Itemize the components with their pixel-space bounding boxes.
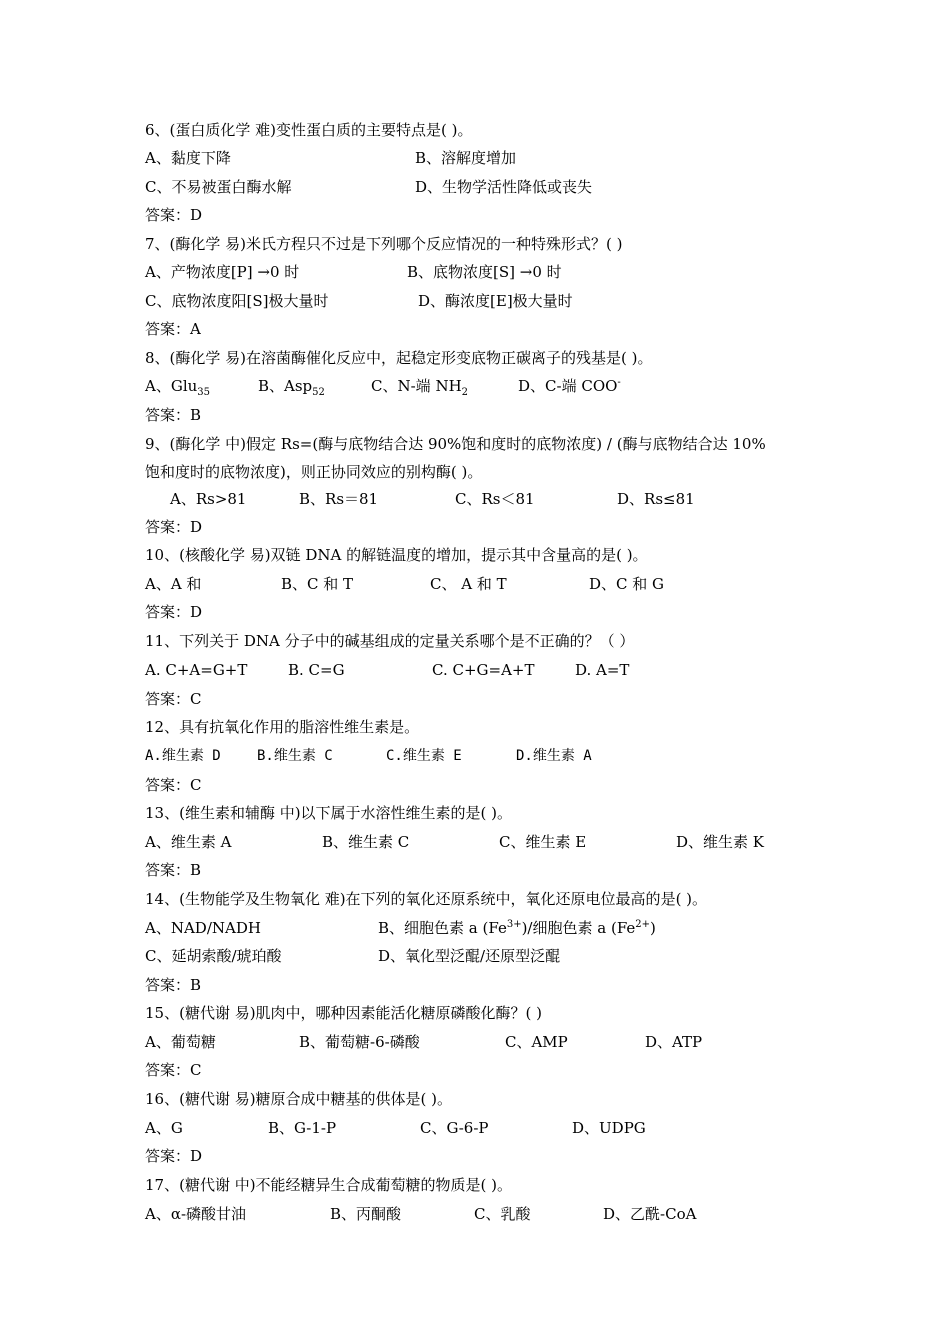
question-16-stem: 16、(糖代谢 易)糖原合成中糖基的供体是( )。 bbox=[145, 1090, 453, 1108]
question-8-answer: 答案：B bbox=[145, 406, 202, 424]
question-13-option-c: C、维生素 E bbox=[499, 833, 587, 851]
question-9-option-d: D、Rs≤81 bbox=[617, 490, 695, 508]
question-6-option-b: B、溶解度增加 bbox=[415, 149, 517, 167]
question-9-stem-line-1: 9、(酶化学 中)假定 Rs=(酶与底物结合达 90%饱和度时的底物浓度) / (酶与底物结合达 10% bbox=[145, 435, 766, 453]
question-17-option-d: D、乙酰-CoA bbox=[603, 1205, 697, 1223]
question-6-answer: 答案：D bbox=[145, 206, 203, 224]
question-17-option-a: A、α-磷酸甘油 bbox=[145, 1205, 247, 1223]
question-16-option-d: D、UDPG bbox=[572, 1119, 646, 1137]
question-7-option-c: C、底物浓度阳[S]极大量时 bbox=[145, 292, 329, 310]
question-17-option-b: B、丙酮酸 bbox=[330, 1205, 402, 1223]
question-7-option-b: B、底物浓度[S] →0 时 bbox=[407, 263, 562, 281]
option-text: ) bbox=[650, 919, 656, 937]
option-text: )/细胞色素 a (Fe bbox=[521, 919, 636, 937]
question-16-option-c: C、G-6-P bbox=[420, 1119, 489, 1137]
superscript: - bbox=[617, 377, 621, 388]
question-9-stem-line-2: 饱和度时的底物浓度)，则正协同效应的别构酶( )。 bbox=[145, 463, 483, 481]
question-15-option-b: B、葡萄糖-6-磷酸 bbox=[299, 1033, 420, 1051]
question-17-stem: 17、(糖代谢 中)不能经糖异生合成葡萄糖的物质是( )。 bbox=[145, 1176, 513, 1194]
question-9-option-c: C、Rs＜81 bbox=[455, 490, 535, 508]
question-10-option-d: D、C 和 G bbox=[589, 575, 665, 593]
question-11-option-b: B. C=G bbox=[288, 661, 345, 679]
question-6-stem: 6、(蛋白质化学 难)变性蛋白质的主要特点是( )。 bbox=[145, 121, 473, 139]
question-13-option-d: D、维生素 K bbox=[676, 833, 765, 851]
superscript: 2+ bbox=[635, 919, 651, 930]
question-14-answer: 答案：B bbox=[145, 976, 202, 994]
question-6-option-d: D、生物学活性降低或丧失 bbox=[415, 178, 593, 196]
question-17-option-c: C、乳酸 bbox=[474, 1205, 531, 1223]
question-12-option-a: A.维生素 D bbox=[145, 748, 221, 764]
question-6-option-a: A、黏度下降 bbox=[145, 149, 231, 167]
question-14-stem: 14、(生物能学及生物氧化 难)在下列的氧化还原系统中，氧化还原电位最高的是( )。 bbox=[145, 890, 708, 908]
subscript: 2 bbox=[461, 387, 469, 398]
option-text: B、细胞色素 a (Fe bbox=[378, 919, 507, 937]
question-12-option-b: B.维生素 C bbox=[257, 748, 333, 764]
question-10-option-c: C、 A 和 T bbox=[430, 575, 507, 593]
question-15-option-d: D、ATP bbox=[645, 1033, 703, 1051]
question-16-answer: 答案：D bbox=[145, 1147, 203, 1165]
question-10-option-a: A、A 和 bbox=[145, 575, 202, 593]
option-text: B、Asp bbox=[258, 377, 313, 395]
question-12-option-c: C.维生素 E bbox=[386, 748, 462, 764]
question-13-stem: 13、(维生素和辅酶 中)以下属于水溶性维生素的是( )。 bbox=[145, 804, 513, 822]
question-14-option-b bbox=[378, 918, 656, 938]
question-7-answer: 答案：A bbox=[145, 320, 201, 338]
question-13-answer: 答案：B bbox=[145, 861, 202, 879]
question-14-option-d: D、氧化型泛醌/还原型泛醌 bbox=[378, 947, 561, 965]
question-15-stem: 15、(糖代谢 易)肌肉中，哪种因素能活化糖原磷酸化酶？( ) bbox=[145, 1004, 543, 1022]
question-12-stem: 12、具有抗氧化作用的脂溶性维生素是。 bbox=[145, 718, 420, 736]
question-15-answer: 答案：C bbox=[145, 1061, 202, 1079]
question-8-option-d bbox=[518, 376, 621, 396]
question-7-option-a: A、产物浓度[P] →0 时 bbox=[145, 263, 300, 281]
question-13-option-a: A、维生素 A bbox=[145, 833, 232, 851]
question-11-answer: 答案：C bbox=[145, 690, 202, 708]
question-10-option-b: B、C 和 T bbox=[281, 575, 354, 593]
question-14-option-c: C、延胡索酸/琥珀酸 bbox=[145, 947, 282, 965]
question-14-option-a: A、NAD/NADH bbox=[145, 919, 261, 937]
option-text: C、N-端 NH bbox=[371, 377, 462, 395]
question-15-option-c: C、AMP bbox=[505, 1033, 568, 1051]
superscript: 3+ bbox=[506, 919, 522, 930]
subscript: 35 bbox=[197, 387, 211, 398]
question-11-option-c: C. C+G=A+T bbox=[432, 661, 535, 679]
option-text: A、Glu bbox=[145, 377, 198, 395]
question-7-stem: 7、(酶化学 易)米氏方程只不过是下列哪个反应情况的一种特殊形式？( ) bbox=[145, 235, 623, 253]
question-7-option-d: D、酶浓度[E]极大量时 bbox=[418, 292, 573, 310]
question-9-answer: 答案：D bbox=[145, 518, 203, 536]
question-16-option-a: A、G bbox=[145, 1119, 183, 1137]
question-10-stem: 10、(核酸化学 易)双链 DNA 的解链温度的增加，提示其中含量高的是( )。 bbox=[145, 546, 648, 564]
question-8-option-c bbox=[371, 376, 468, 396]
question-13-option-b: B、维生素 C bbox=[322, 833, 410, 851]
option-text: D、C-端 COO bbox=[518, 377, 618, 395]
question-6-option-c: C、不易被蛋白酶水解 bbox=[145, 178, 292, 196]
question-8-option-a bbox=[145, 376, 210, 396]
subscript: 52 bbox=[312, 387, 325, 398]
question-11-option-a: A. C+A=G+T bbox=[145, 661, 248, 679]
question-8-stem: 8、(酶化学 易)在溶菌酶催化反应中，起稳定形变底物正碳离子的残基是( )。 bbox=[145, 349, 653, 367]
question-9-option-b: B、Rs＝81 bbox=[299, 490, 379, 508]
question-9-option-a: A、Rs>81 bbox=[170, 490, 247, 508]
question-16-option-b: B、G-1-P bbox=[268, 1119, 337, 1137]
question-12-option-d: D.维生素 A bbox=[516, 748, 592, 764]
question-11-option-d: D. A=T bbox=[575, 661, 630, 679]
question-15-option-a: A、葡萄糖 bbox=[145, 1033, 216, 1051]
question-12-answer: 答案：C bbox=[145, 776, 202, 794]
question-10-answer: 答案：D bbox=[145, 603, 203, 621]
question-8-option-b bbox=[258, 376, 325, 396]
question-11-stem: 11、下列关于 DNA 分子中的碱基组成的定量关系哪个是不正确的？（ ） bbox=[145, 632, 635, 650]
